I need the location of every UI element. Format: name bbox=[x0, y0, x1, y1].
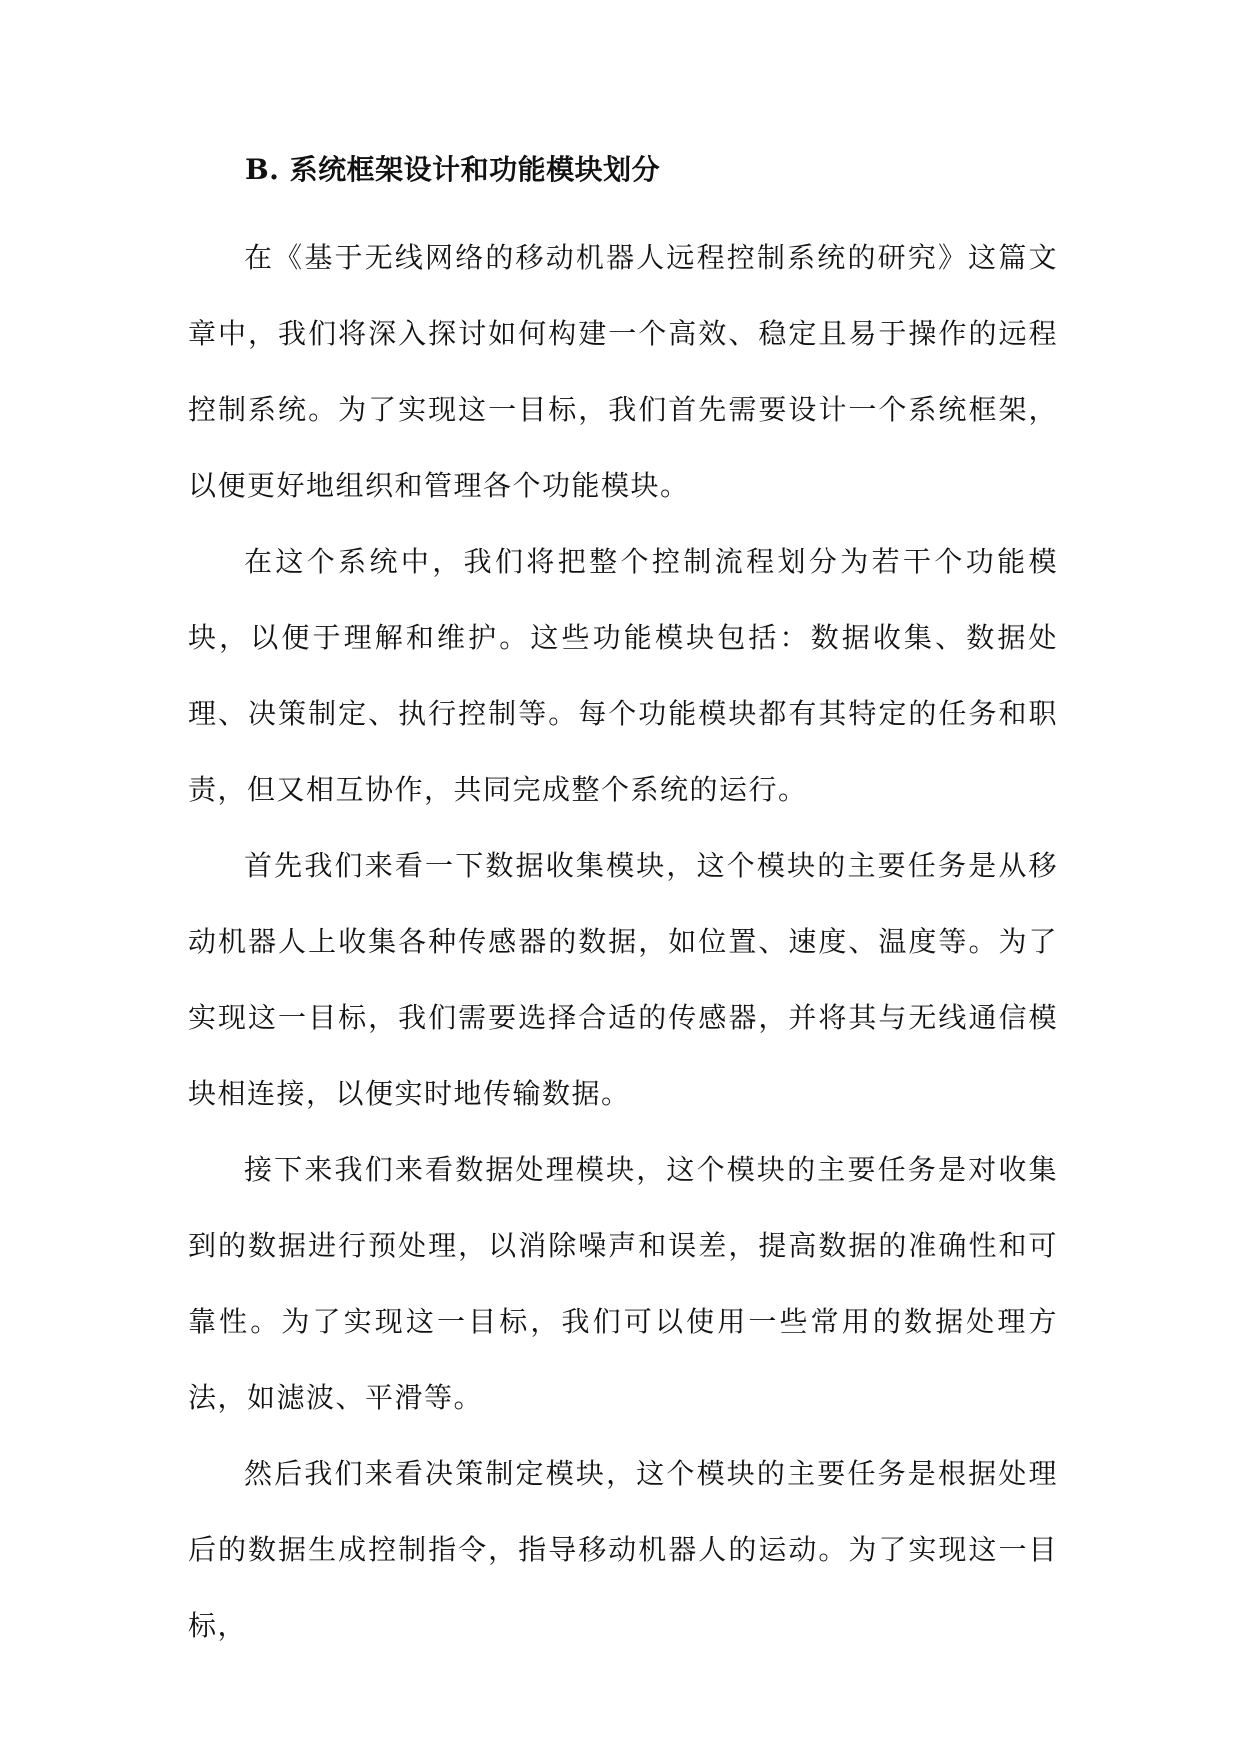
paragraph-decision-making: 然后我们来看决策制定模块，这个模块的主要任务是根据处理后的数据生成控制指令，指导移动机器人的运动。为了实现这一目标， bbox=[188, 1457, 1058, 1642]
paragraph-data-collection: 首先我们来看一下数据收集模块，这个模块的主要任务是从移动机器人上收集各种传感器的数据，如位置、速度、温度等。为了实现这一目标，我们需要选择合适的传感器，并将其与无线通信模块相连接，以便实时地传输数据。 bbox=[188, 849, 1058, 1110]
document-body bbox=[188, 220, 1058, 1664]
paragraph-data-processing: 接下来我们来看数据处理模块，这个模块的主要任务是对收集到的数据进行预处理，以消除噪声和误差，提高数据的准确性和可靠性。为了实现这一目标，我们可以使用一些常用的数据处理方法，如滤波、平滑等。 bbox=[188, 1153, 1058, 1414]
section-heading: B. 系统框架设计和功能模块划分 bbox=[245, 153, 661, 186]
paragraph-intro: 在《基于无线网络的移动机器人远程控制系统的研究》这篇文章中，我们将深入探讨如何构建一个高效、稳定且易于操作的远程控制系统。为了实现这一目标，我们首先需要设计一个系统框架，以便更好地组织和管理各个功能模块。 bbox=[188, 241, 1058, 502]
paragraph-modules-overview: 在这个系统中，我们将把整个控制流程划分为若干个功能模块，以便于理解和维护。这些功能模块包括：数据收集、数据处理、决策制定、执行控制等。每个功能模块都有其特定的任务和职责，但又相互协作，共同完成整个系统的运行。 bbox=[188, 545, 1058, 806]
